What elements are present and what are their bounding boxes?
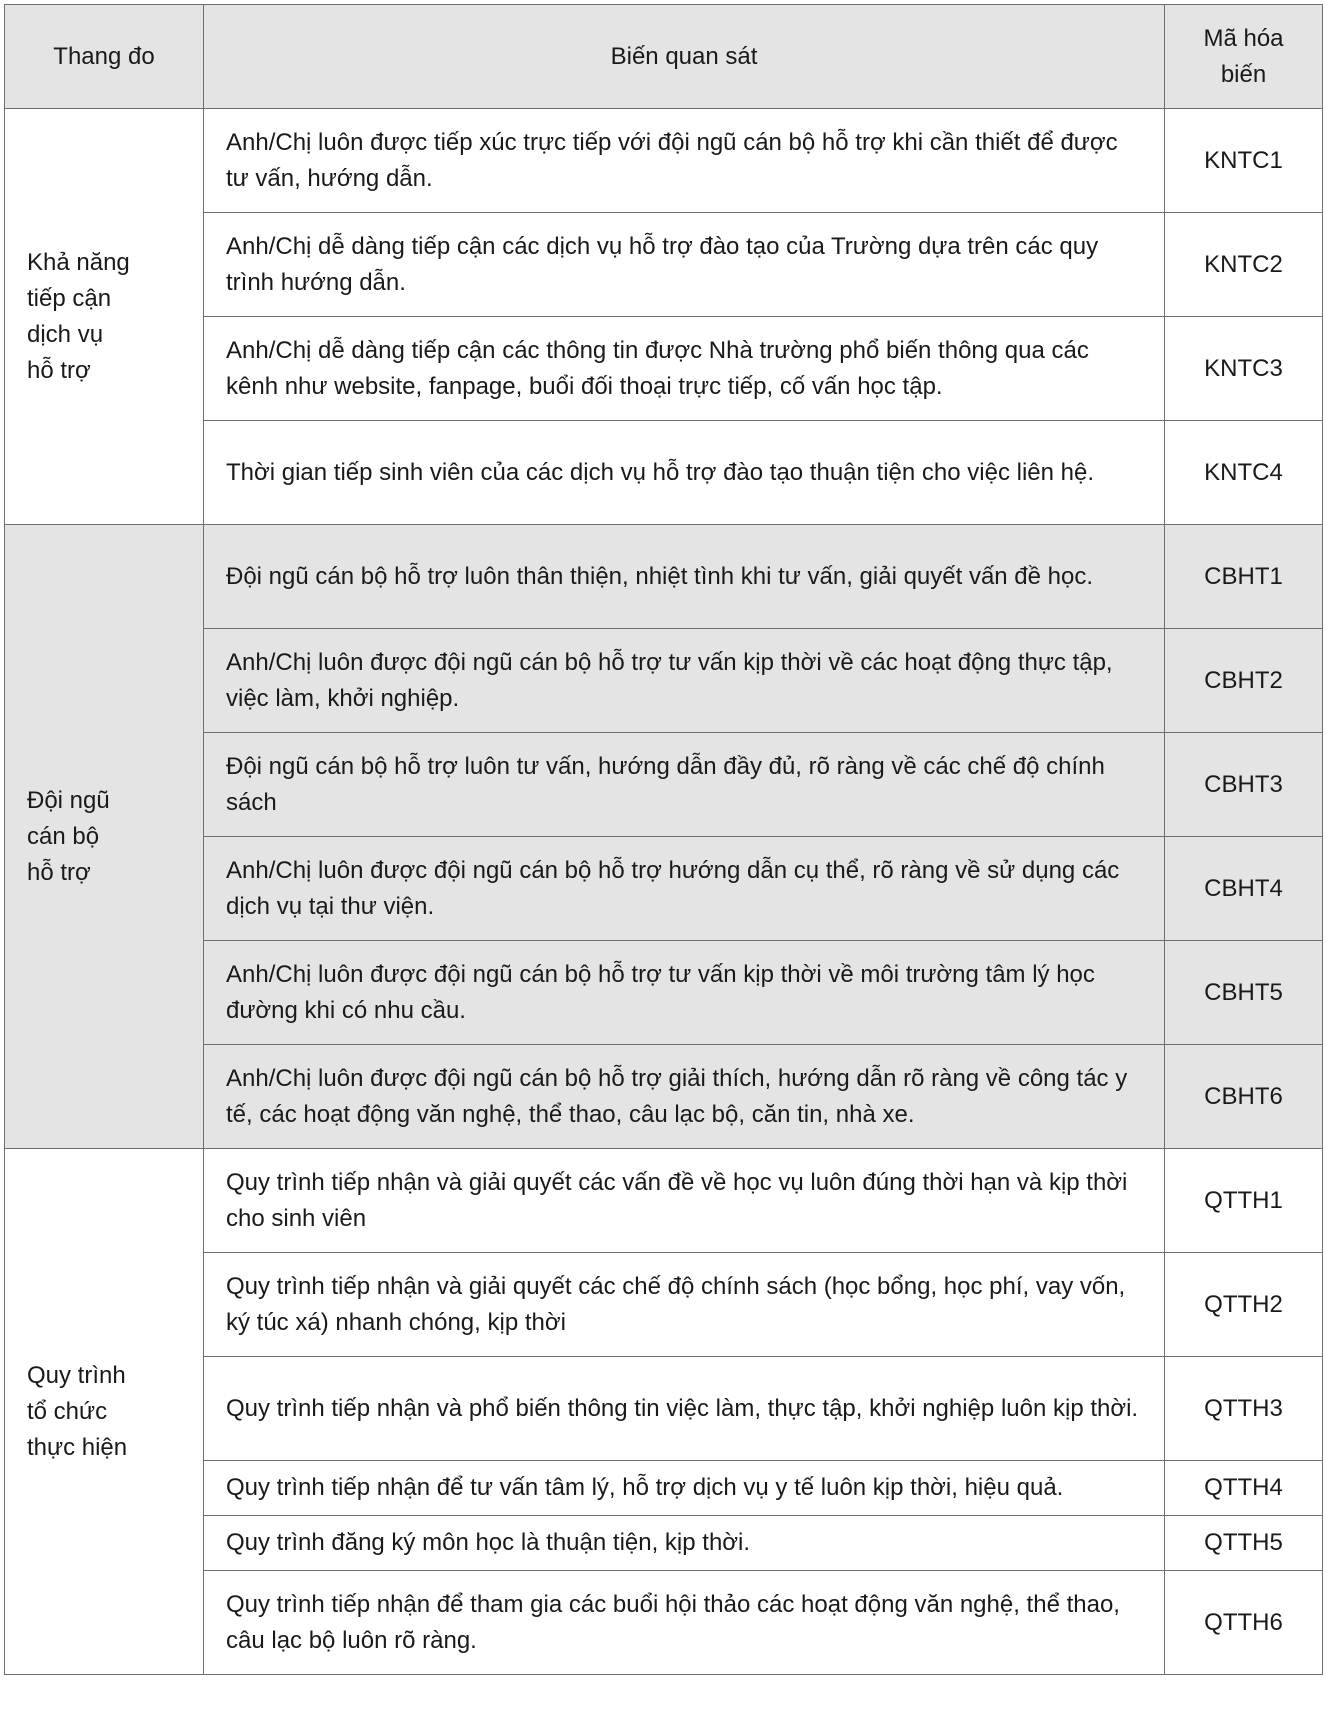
- item-code: CBHT1: [1165, 525, 1323, 629]
- item-code: CBHT6: [1165, 1045, 1323, 1149]
- item-code: CBHT4: [1165, 837, 1323, 941]
- item-text: Quy trình tiếp nhận và giải quyết các vấn đề về học vụ luôn đúng thời hạn và kịp thời cho sinh viên: [204, 1149, 1165, 1253]
- item-code: QTTH6: [1165, 1571, 1323, 1675]
- item-text: Anh/Chị dễ dàng tiếp cận các thông tin được Nhà trường phổ biến thông qua các kênh như website, fanpage, buổi đối thoại trực tiếp, cố vấn học tập.: [204, 317, 1165, 421]
- item-text: Anh/Chị luôn được đội ngũ cán bộ hỗ trợ tư vấn kịp thời về các hoạt động thực tập, việc làm, khởi nghiệp.: [204, 629, 1165, 733]
- header-scale: Thang đo: [5, 5, 204, 109]
- item-code: QTTH4: [1165, 1461, 1323, 1516]
- item-code: QTTH1: [1165, 1149, 1323, 1253]
- measurement-scale-table: [4, 4, 1323, 1675]
- group-label-cbht: [5, 525, 204, 1149]
- table-row: [5, 109, 1323, 213]
- item-text: Anh/Chị luôn được đội ngũ cán bộ hỗ trợ tư vấn kịp thời về môi trường tâm lý học đường khi có nhu cầu.: [204, 941, 1165, 1045]
- header-code-line2: biến: [1220, 60, 1267, 88]
- item-text: Anh/Chị dễ dàng tiếp cận các dịch vụ hỗ trợ đào tạo của Trường dựa trên các quy trình hướng dẫn.: [204, 213, 1165, 317]
- item-text: Quy trình tiếp nhận và giải quyết các chế độ chính sách (học bổng, học phí, vay vốn, ký túc xá) nhanh chóng, kịp thời: [204, 1253, 1165, 1357]
- header-code: [1165, 5, 1323, 109]
- item-text: Thời gian tiếp sinh viên của các dịch vụ hỗ trợ đào tạo thuận tiện cho việc liên hệ.: [204, 421, 1165, 525]
- item-code: KNTC3: [1165, 317, 1323, 421]
- header-item: Biến quan sát: [204, 5, 1165, 109]
- group-label-line: tiếp cận: [27, 284, 112, 312]
- item-code: KNTC4: [1165, 421, 1323, 525]
- item-code: QTTH2: [1165, 1253, 1323, 1357]
- item-text: Quy trình đăng ký môn học là thuận tiện, kịp thời.: [204, 1516, 1165, 1571]
- group-label-qtth: [5, 1149, 204, 1675]
- group-label-line: thực hiện: [27, 1433, 128, 1461]
- item-code: KNTC1: [1165, 109, 1323, 213]
- group-label-line: Quy trình: [27, 1361, 126, 1389]
- item-code: CBHT2: [1165, 629, 1323, 733]
- item-text: Anh/Chị luôn được đội ngũ cán bộ hỗ trợ hướng dẫn cụ thể, rõ ràng về sử dụng các dịch vụ tại thư viện.: [204, 837, 1165, 941]
- item-code: CBHT3: [1165, 733, 1323, 837]
- group-label-kntc: [5, 109, 204, 525]
- item-text: Quy trình tiếp nhận để tư vấn tâm lý, hỗ trợ dịch vụ y tế luôn kịp thời, hiệu quả.: [204, 1461, 1165, 1516]
- item-code: QTTH5: [1165, 1516, 1323, 1571]
- group-label-line: hỗ trợ: [27, 356, 91, 384]
- header-code-line1: Mã hóa: [1203, 24, 1284, 52]
- item-code: KNTC2: [1165, 213, 1323, 317]
- table-row: [5, 525, 1323, 629]
- item-text: Quy trình tiếp nhận và phổ biến thông tin việc làm, thực tập, khởi nghiệp luôn kịp thời.: [204, 1357, 1165, 1461]
- item-text: Quy trình tiếp nhận để tham gia các buổi hội thảo các hoạt động văn nghệ, thể thao, câu lạc bộ luôn rõ ràng.: [204, 1571, 1165, 1675]
- header-row: [5, 5, 1323, 109]
- group-label-line: tổ chức: [27, 1397, 108, 1425]
- table-row: [5, 1149, 1323, 1253]
- item-code: CBHT5: [1165, 941, 1323, 1045]
- group-label-line: cán bộ: [27, 822, 100, 850]
- item-code: QTTH3: [1165, 1357, 1323, 1461]
- group-label-line: Đội ngũ: [27, 786, 110, 814]
- group-label-line: Khả năng: [27, 248, 130, 276]
- group-label-line: hỗ trợ: [27, 858, 91, 886]
- group-label-line: dịch vụ: [27, 320, 104, 348]
- item-text: Anh/Chị luôn được đội ngũ cán bộ hỗ trợ giải thích, hướng dẫn rõ ràng về công tác y tế, các hoạt động văn nghệ, thể thao, câu lạc bộ, căn tin, nhà xe.: [204, 1045, 1165, 1149]
- item-text: Đội ngũ cán bộ hỗ trợ luôn tư vấn, hướng dẫn đầy đủ, rõ ràng về các chế độ chính sách: [204, 733, 1165, 837]
- item-text: Đội ngũ cán bộ hỗ trợ luôn thân thiện, nhiệt tình khi tư vấn, giải quyết vấn đề học.: [204, 525, 1165, 629]
- item-text: Anh/Chị luôn được tiếp xúc trực tiếp với đội ngũ cán bộ hỗ trợ khi cần thiết để được tư vấn, hướng dẫn.: [204, 109, 1165, 213]
